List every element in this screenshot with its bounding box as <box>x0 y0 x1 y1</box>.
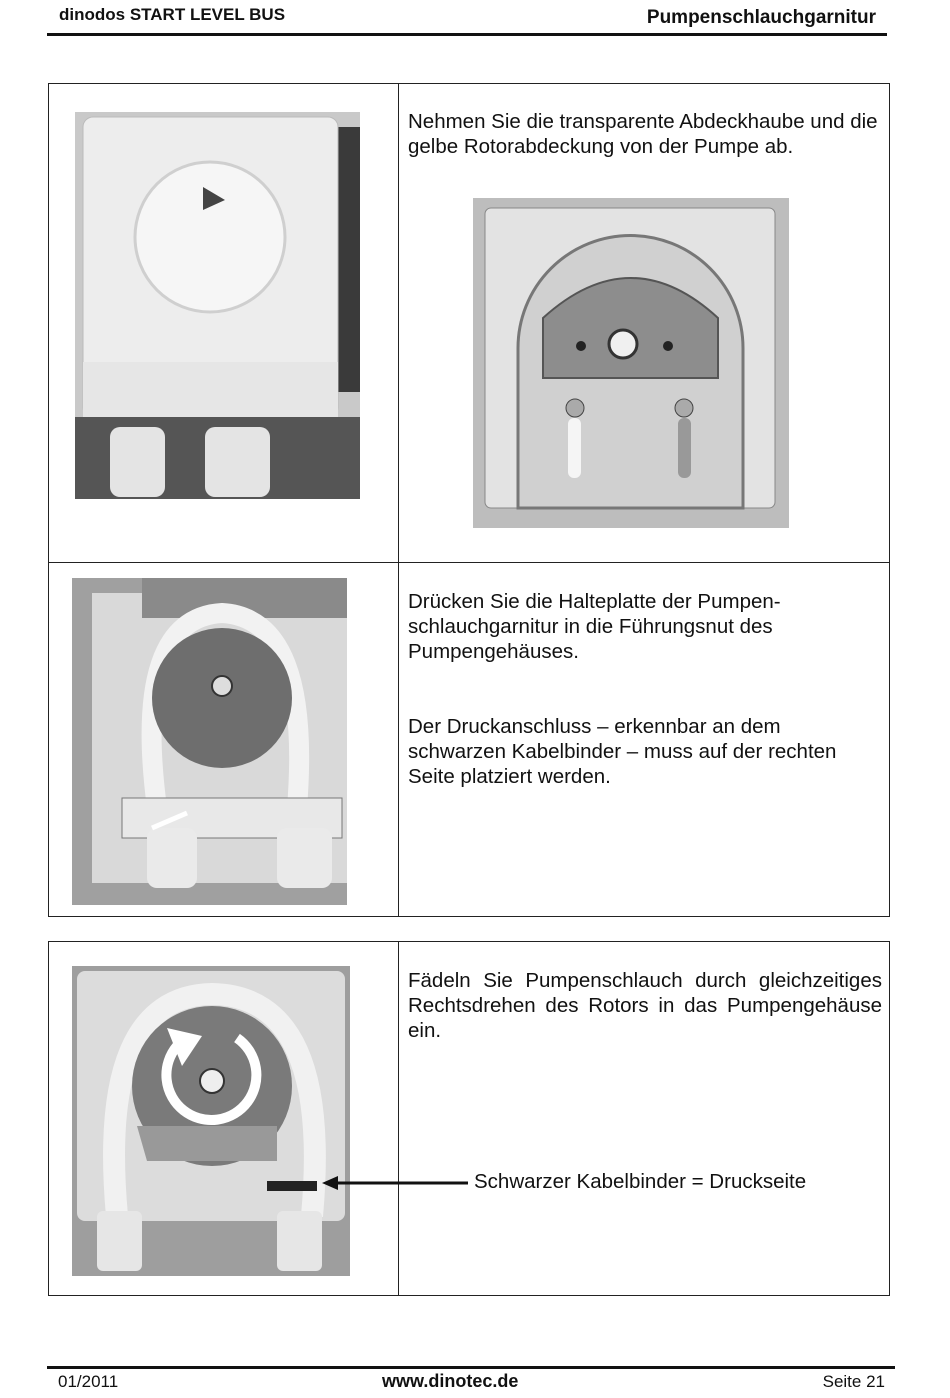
step-1-instruction: Nehmen Sie die transparente Abdeckhaube und die gelbe Rotorabdeckung von der Pumpe ab. <box>408 110 878 158</box>
header-right-title: Pumpenschlauchgarnitur <box>646 7 876 28</box>
pressure-side-annotation: Schwarzer Kabelbinder = Druckseite <box>474 1170 807 1193</box>
open-pump-illustration <box>473 198 789 528</box>
pump-with-cover-illustration <box>75 112 360 499</box>
threading-tube-illustration <box>72 966 350 1276</box>
photo-open-pump-housing <box>473 198 789 528</box>
header-rule <box>47 33 887 36</box>
step-2-note: Der Druckanschluss – erkennbar an dem schwarzen Kabelbinder – muss auf der rechten Seite platziert werden. <box>408 715 837 788</box>
footer-date: 01/2011 <box>58 1372 119 1391</box>
footer-page-number: Seite 21 <box>822 1372 885 1391</box>
photo-tube-set-in-housing <box>72 578 347 905</box>
photo-pump-with-cover <box>75 112 360 499</box>
pointer-arrow-icon <box>322 1173 470 1193</box>
header-left-title: dinodos START LEVEL BUS <box>59 5 286 24</box>
footer-rule <box>47 1366 895 1369</box>
footer-website: www.dinotec.de <box>382 1371 519 1391</box>
step-2-instruction: Drücken Sie die Halteplatte der Pumpen-schlauchgarnitur in die Führungsnut des Pumpengehäuses. <box>408 590 781 663</box>
tube-set-illustration <box>72 578 347 905</box>
photo-threading-tube <box>72 966 350 1276</box>
step-3-instruction: Fädeln Sie Pumpenschlauch durch gleichzeitiges Rechtsdrehen des Rotors in das Pumpengehäuse ein. <box>408 969 882 1042</box>
